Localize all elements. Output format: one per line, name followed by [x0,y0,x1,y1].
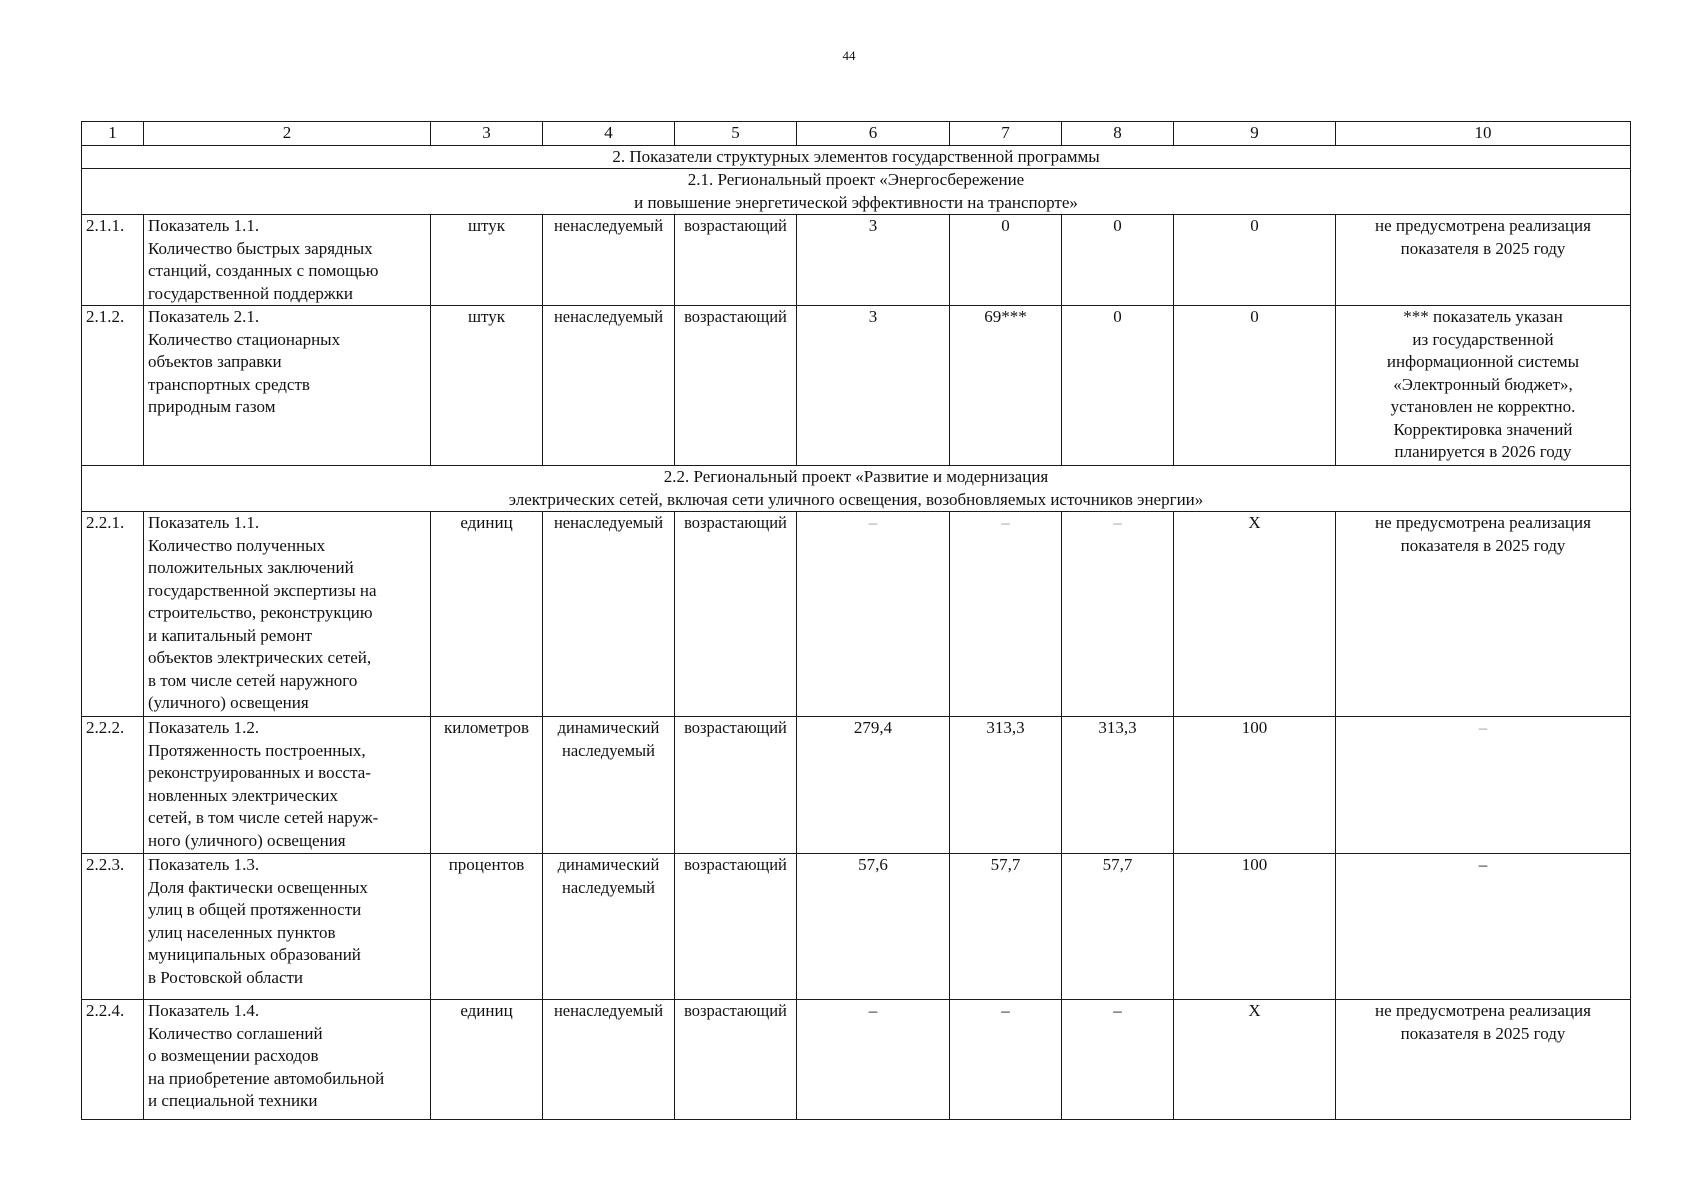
indicator-type-cell: ненаследуемый [543,512,675,717]
column-number: 3 [431,122,543,146]
indicator-name-line: новленных электрических [148,785,339,805]
indicator-name-line: (уличного) освещения [148,693,309,712]
value-cell: 3 [797,215,950,306]
indicator-type-cell: ненаследуемый [543,215,675,306]
indicator-name-line: Показатель 1.1. [148,513,260,532]
direction-cell: возрастающий [675,215,797,306]
note-line: не предусмотрена реализация [1375,1001,1591,1020]
note-cell [1336,512,1631,717]
note-line: показателя в 2025 году [1400,535,1566,555]
value-cell: – [1062,512,1174,717]
indicator-name-line: Показатель 1.3. [148,855,260,874]
indicator-name-line: Показатель 1.1. [148,216,260,235]
value-cell: 57,7 [1062,854,1174,1000]
subsection-heading-line: 2.1. Региональный проект «Энергосбережение [687,170,1025,189]
note-line: «Электронный бюджет», [1393,374,1573,394]
indicator-name-line: в Ростовской области [148,967,304,987]
indicator-name-line: станций, созданных с помощью [148,261,379,280]
value-cell: X [1174,1000,1336,1120]
value-cell: 0 [1062,306,1174,466]
direction-cell: возрастающий [675,512,797,717]
note-cell [1336,1000,1631,1120]
indicator-name-line: транспортных средств [148,374,310,394]
subsection-heading [82,169,1631,215]
indicator-name-line: Показатель 1.4. [148,1001,260,1020]
column-number: 10 [1336,122,1631,146]
section-heading-row [82,145,1631,169]
subsection-heading-row [82,466,1631,512]
indicator-name-line: муниципальных образований [148,945,361,964]
note-line: – [1478,855,1488,874]
indicators-table [81,121,1631,1120]
indicator-type-cell [543,854,675,1000]
indicator-name-line: Доля фактически освещенных [148,877,368,897]
indicator-name-line: Количество быстрых зарядных [148,238,373,258]
value-cell: 100 [1174,717,1336,854]
column-number: 4 [543,122,675,146]
note-cell [1336,215,1631,306]
note-line: *** показатель указан [1403,307,1563,326]
note-line: – [1478,718,1488,737]
value-cell: – [1062,1000,1174,1120]
value-cell: 0 [1174,306,1336,466]
indicator-name-line: реконструированных и восста- [148,763,371,782]
indicator-name [144,306,431,466]
indicator-name [144,854,431,1000]
indicator-type-line: динамический [557,718,660,737]
note-line: не предусмотрена реализация [1375,216,1591,235]
note-line: установлен не корректно. [1390,397,1576,416]
indicator-name-line: и специальной техники [148,1091,318,1110]
note-line: не предусмотрена реализация [1375,513,1591,532]
indicator-name [144,512,431,717]
unit-cell: штук [431,215,543,306]
value-cell: 3 [797,306,950,466]
note-cell [1336,717,1631,854]
indicator-name-line: положительных заключений [148,558,354,577]
table-row [82,854,1631,1000]
subsection-heading-row [82,169,1631,215]
indicator-name [144,215,431,306]
indicator-name-line: Показатель 1.2. [148,718,260,737]
subsection-heading-line: и повышение энергетической эффективности на транспорте» [634,192,1078,212]
table-row [82,306,1631,466]
unit-cell: километров [431,717,543,854]
value-cell: 279,4 [797,717,950,854]
table-row [82,717,1631,854]
note-line: Корректировка значений [1393,419,1573,439]
value-cell: – [797,1000,950,1120]
indicator-name-line: на приобретение автомобильной [148,1068,385,1088]
indicator-name-line: строительство, реконструкцию [148,603,373,622]
unit-cell: процентов [431,854,543,1000]
note-line: планируется в 2026 году [1394,442,1572,461]
unit-cell: единиц [431,512,543,717]
subsection-heading-line: 2.2. Региональный проект «Развитие и модернизация [663,467,1049,486]
row-number: 2.2.1. [82,512,144,717]
indicator-type-cell: ненаследуемый [543,306,675,466]
unit-cell: единиц [431,1000,543,1120]
indicator-name-line: ного (уличного) освещения [148,830,346,850]
value-cell: 69*** [950,306,1062,466]
value-cell: 313,3 [1062,717,1174,854]
indicator-type-line: наследуемый [562,877,655,897]
direction-cell: возрастающий [675,717,797,854]
value-cell: X [1174,512,1336,717]
value-cell: – [950,512,1062,717]
column-number: 6 [797,122,950,146]
indicator-name-line: объектов электрических сетей, [148,648,372,667]
note-cell [1336,854,1631,1000]
note-line: из государственной [1412,329,1554,349]
value-cell: 100 [1174,854,1336,1000]
value-cell: 0 [1174,215,1336,306]
indicator-type-line: наследуемый [562,740,655,760]
column-number: 2 [144,122,431,146]
direction-cell: возрастающий [675,306,797,466]
row-number: 2.1.2. [82,306,144,466]
row-number: 2.2.4. [82,1000,144,1120]
value-cell: – [950,1000,1062,1120]
note-cell [1336,306,1631,466]
row-number: 2.2.2. [82,717,144,854]
note-line: показателя в 2025 году [1400,238,1566,258]
indicator-name-line: сетей, в том числе сетей наруж- [148,808,379,827]
note-line: показателя в 2025 году [1400,1023,1566,1043]
indicator-name-line: улиц населенных пунктов [148,922,336,942]
column-number-row [82,122,1631,146]
column-number: 1 [82,122,144,146]
indicator-name-line: государственной поддержки [148,283,353,303]
column-number: 9 [1174,122,1336,146]
row-number: 2.1.1. [82,215,144,306]
value-cell: 0 [950,215,1062,306]
section-heading: 2. Показатели структурных элементов государственной программы [82,145,1631,169]
note-line: информационной системы [1386,352,1580,371]
subsection-heading [82,466,1631,512]
indicator-name-line: Количество полученных [148,535,326,555]
row-number: 2.2.3. [82,854,144,1000]
indicator-name-line: Протяженность построенных, [148,740,366,760]
direction-cell: возрастающий [675,1000,797,1120]
value-cell: – [797,512,950,717]
indicator-name-line: Количество стационарных [148,329,341,349]
indicator-name [144,717,431,854]
value-cell: 57,6 [797,854,950,1000]
indicator-name-line: и капитальный ремонт [148,625,313,645]
column-number: 7 [950,122,1062,146]
indicator-name-line: о возмещении расходов [148,1046,319,1065]
indicator-name [144,1000,431,1120]
table-row [82,215,1631,306]
table-row [82,512,1631,717]
column-number: 5 [675,122,797,146]
indicator-name-line: государственной экспертизы на [148,580,377,600]
indicator-name-line: Показатель 2.1. [148,307,260,326]
direction-cell: возрастающий [675,854,797,1000]
table-row [82,1000,1631,1120]
indicator-type-line: динамический [557,855,660,874]
value-cell: 0 [1062,215,1174,306]
indicator-name-line: улиц в общей протяженности [148,900,362,919]
indicator-name-line: Количество соглашений [148,1023,323,1043]
indicator-type-cell [543,717,675,854]
page-number: 44 [842,48,856,63]
value-cell: 313,3 [950,717,1062,854]
indicator-name-line: природным газом [148,397,276,416]
value-cell: 57,7 [950,854,1062,1000]
unit-cell: штук [431,306,543,466]
indicator-name-line: объектов заправки [148,352,282,371]
indicator-type-cell: ненаследуемый [543,1000,675,1120]
column-number: 8 [1062,122,1174,146]
indicator-name-line: в том числе сетей наружного [148,670,358,690]
subsection-heading-line: электрических сетей, включая сети уличного освещения, возобновляемых источников энергии» [508,489,1204,509]
